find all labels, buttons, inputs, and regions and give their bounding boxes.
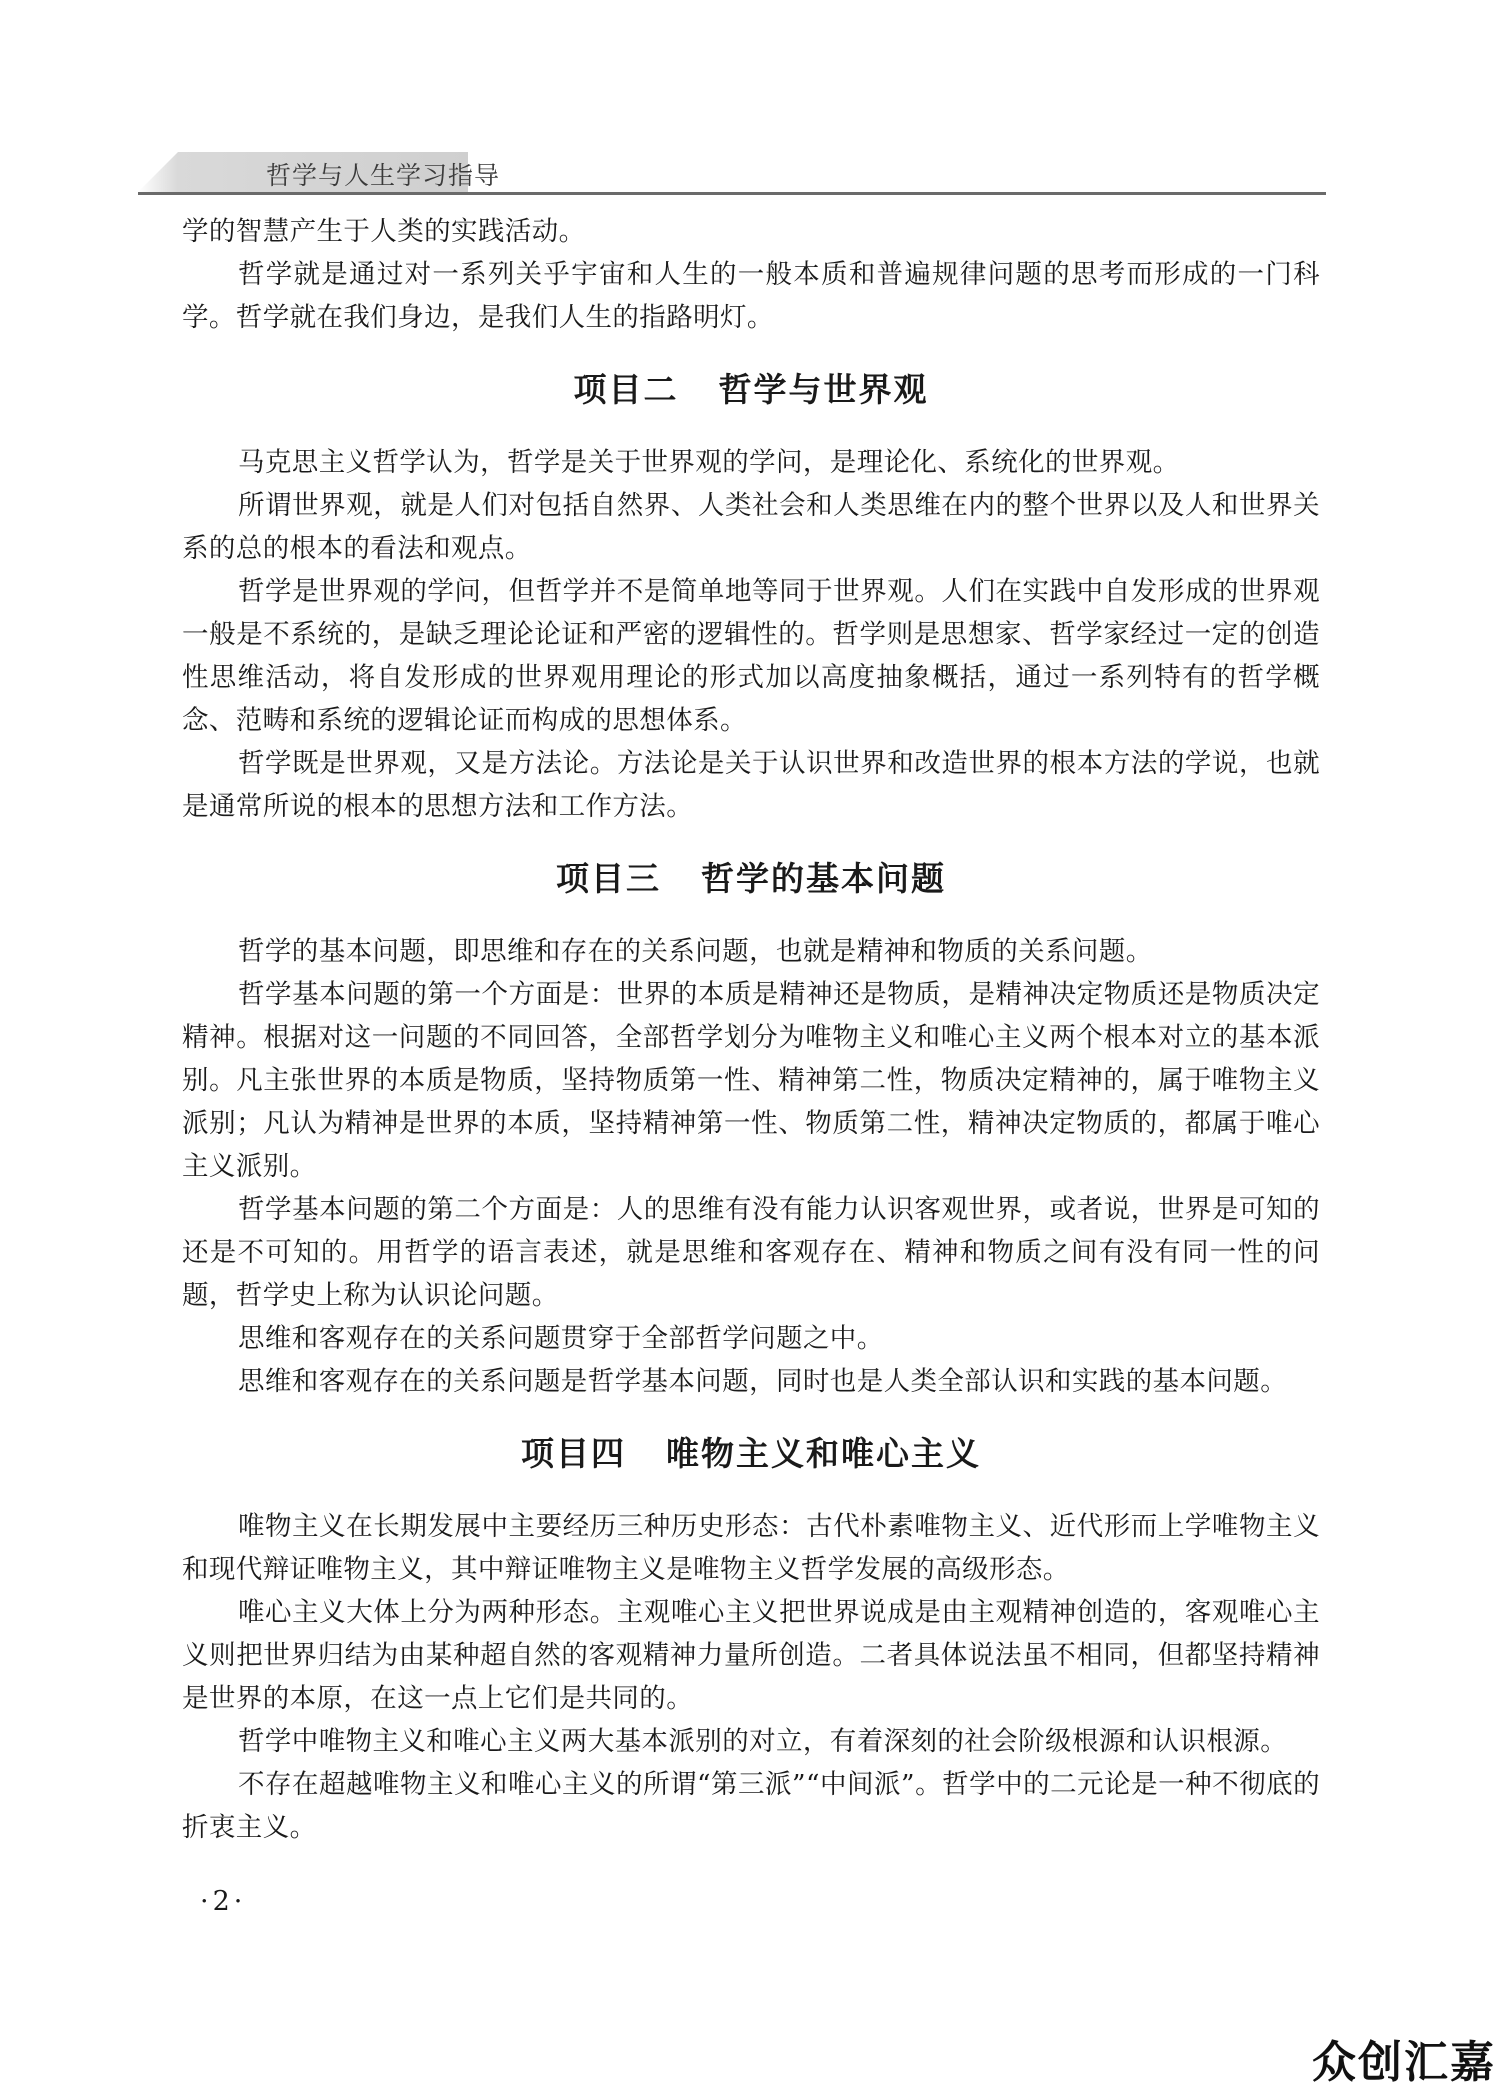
section-heading-title: 哲学与世界观: [718, 370, 929, 409]
section-heading-label: 项目三: [556, 859, 661, 898]
paragraph: 哲学既是世界观，又是方法论。方法论是关于认识世界和改造世界的根本方法的学说，也就是通常所说的根本的思想方法和工作方法。: [182, 748, 1320, 822]
page-body: [182, 210, 1320, 1849]
section-heading-label: 项目四: [521, 1434, 626, 1473]
paragraph: 思维和客观存在的关系问题是哲学基本问题，同时也是人类全部认识和实践的基本问题。: [238, 1366, 1288, 1397]
watermark-logo: 众创汇嘉: [1312, 2037, 1496, 2088]
paragraph: 哲学基本问题的第一个方面是：世界的本质是精神还是物质，是精神决定物质还是物质决定精神。根据对这一问题的不同回答，全部哲学划分为唯物主义和唯心主义两个根本对立的基本派别。凡主张世界的本质是物质，坚持物质第一性、精神第二性，物质决定精神的，属于唯物主义派别；凡认为精神是世界的本质，坚持精神第一性、物质第二性，精神决定物质的，都属于唯心主义派别。: [182, 979, 1320, 1182]
paragraph: 所谓世界观，就是人们对包括自然界、人类社会和人类思维在内的整个世界以及人和世界关系的总的根本的看法和观点。: [182, 490, 1320, 564]
section-heading-label: 项目二: [573, 370, 679, 409]
paragraph: 哲学的基本问题，即思维和存在的关系问题，也就是精神和物质的关系问题。: [238, 936, 1153, 967]
header-rule: [138, 192, 1326, 195]
section-heading-title: 哲学的基本问题: [701, 859, 946, 898]
paragraph: 唯心主义大体上分为两种形态。主观唯心主义把世界说成是由主观精神创造的，客观唯心主义则把世界归结为由某种超自然的客观精神力量所创造。二者具体说法虽不相同，但都坚持精神是世界的本原，在这一点上它们是共同的。: [182, 1597, 1320, 1714]
paragraph: 马克思主义哲学认为，哲学是关于世界观的学问，是理论化、系统化的世界观。: [238, 447, 1180, 478]
section-heading: [182, 365, 1320, 415]
paragraph: 哲学是世界观的学问，但哲学并不是简单地等同于世界观。人们在实践中自发形成的世界观一般是不系统的，是缺乏理论论证和严密的逻辑性的。哲学则是思想家、哲学家经过一定的创造性思维活动，将自发形成的世界观用理论的形式加以高度抽象概括，通过一系列特有的哲学概念、范畴和系统的逻辑论证而构成的思想体系。: [182, 576, 1320, 736]
header-title: 哲学与人生学习指导: [266, 161, 501, 190]
section-heading: [182, 854, 1320, 904]
paragraph: 思维和客观存在的关系问题贯穿于全部哲学问题之中。: [238, 1323, 884, 1354]
paragraph: 哲学中唯物主义和唯心主义两大基本派别的对立，有着深刻的社会阶级根源和认识根源。: [238, 1726, 1288, 1757]
paragraph: 哲学基本问题的第二个方面是：人的思维有没有能力认识客观世界，或者说，世界是可知的还是不可知的。用哲学的语言表述，就是思维和客观存在、精神和物质之间有没有同一性的问题，哲学史上称为认识论问题。: [182, 1194, 1320, 1311]
running-header: [138, 152, 1326, 196]
section-heading-title: 唯物主义和唯心主义: [666, 1434, 981, 1473]
page-number: ·2·: [200, 1886, 247, 1917]
paragraph: 唯物主义在长期发展中主要经历三种历史形态：古代朴素唯物主义、近代形而上学唯物主义和现代辩证唯物主义，其中辩证唯物主义是唯物主义哲学发展的高级形态。: [182, 1511, 1320, 1585]
paragraph: 哲学就是通过对一系列关乎宇宙和人生的一般本质和普遍规律问题的思考而形成的一门科学。哲学就在我们身边，是我们人生的指路明灯。: [182, 259, 1320, 333]
section-heading: [182, 1429, 1320, 1479]
paragraph: 学的智慧产生于人类的实践活动。: [182, 216, 586, 247]
paragraph: 不存在超越唯物主义和唯心主义的所谓“第三派”“中间派”。哲学中的二元论是一种不彻底的折衷主义。: [182, 1769, 1320, 1843]
